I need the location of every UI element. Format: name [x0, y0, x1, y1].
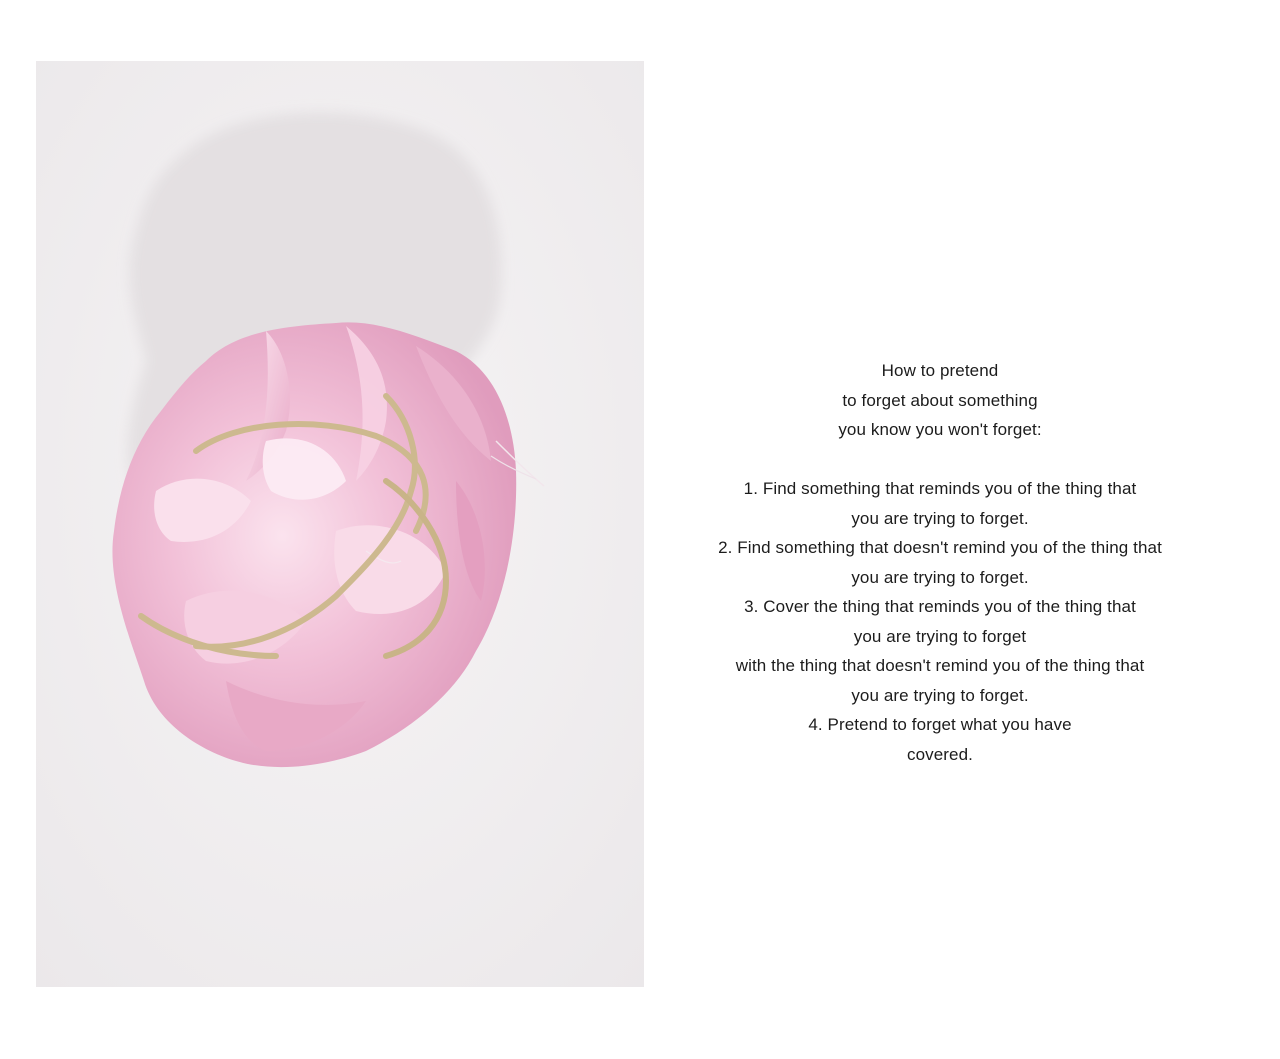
step-line: with the thing that doesn't remind you of the thing that — [735, 656, 1145, 675]
title-line: to forget about something — [842, 390, 1038, 410]
step-line: 4. Pretend to forget what you have — [808, 715, 1072, 734]
instructions-text — [660, 356, 1220, 769]
step-line: you are trying to forget. — [851, 685, 1029, 705]
artwork-photo — [36, 61, 644, 987]
satin-bundle-illustration — [36, 61, 644, 987]
step-line: 3. Cover the thing that reminds you of the thing that — [744, 597, 1136, 616]
step-line: 2. Find something that doesn't remind you of the thing that — [718, 538, 1162, 557]
spacer — [660, 445, 1220, 475]
step-line: you are trying to forget — [853, 626, 1027, 646]
step-line: you are trying to forget. — [851, 508, 1029, 528]
title-line: How to pretend — [881, 361, 999, 380]
step-line: 1. Find something that reminds you of the thing that — [743, 479, 1137, 498]
step-line: you are trying to forget. — [851, 567, 1029, 587]
title-line: you know you won't forget: — [838, 420, 1042, 439]
step-line: covered. — [906, 744, 973, 764]
